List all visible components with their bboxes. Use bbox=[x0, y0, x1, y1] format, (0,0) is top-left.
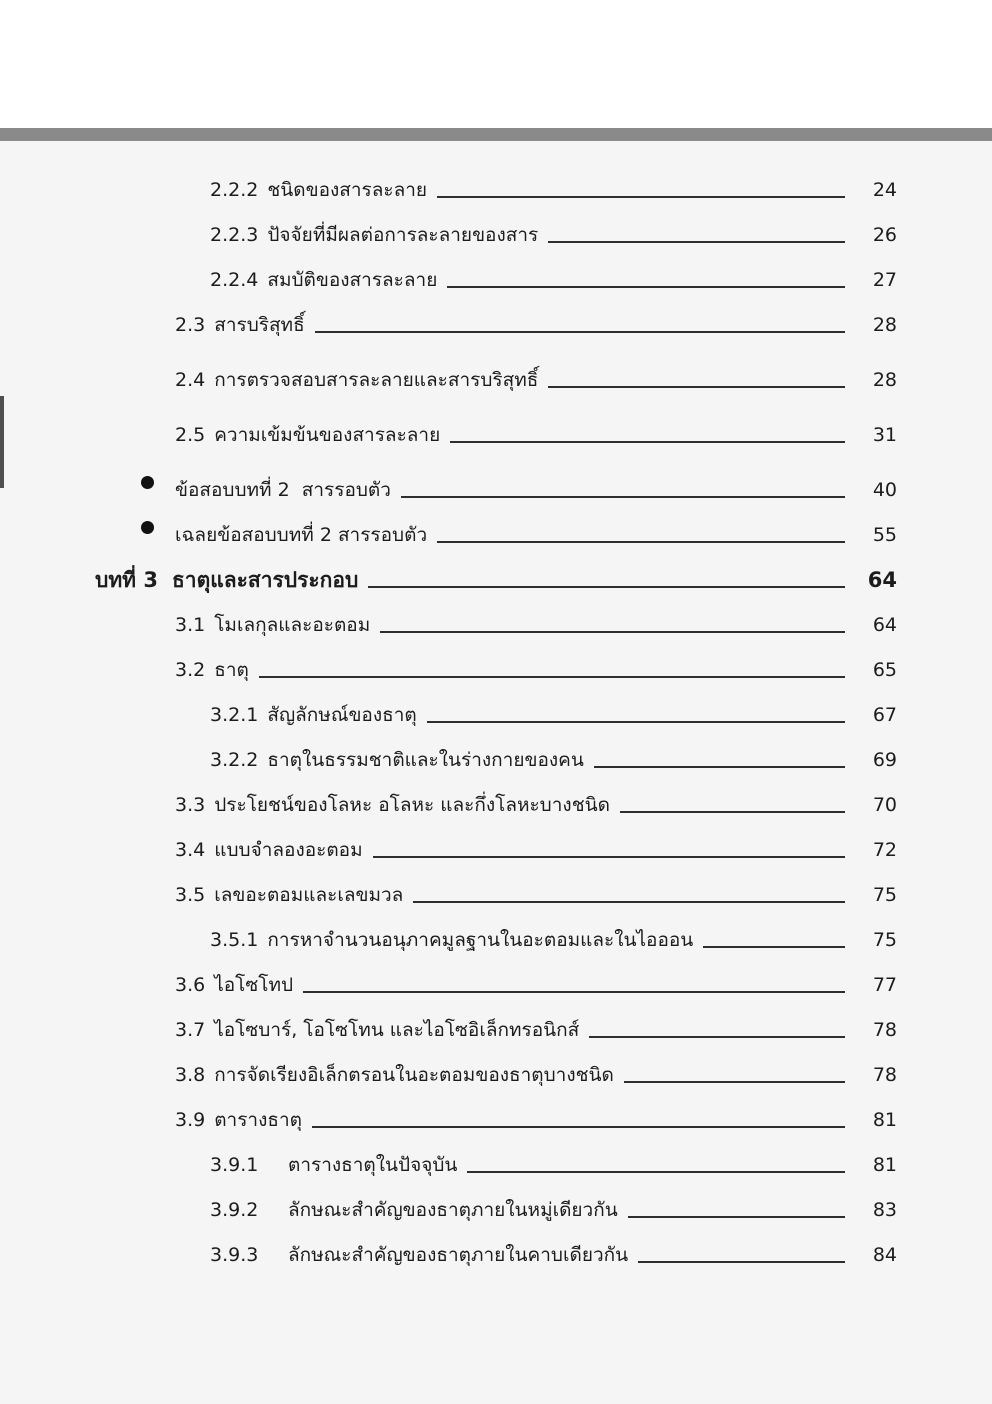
leader-line bbox=[437, 196, 845, 198]
leader-line bbox=[315, 331, 845, 333]
toc-entry-title: ไอโซโทป bbox=[214, 974, 294, 997]
toc-row bbox=[95, 503, 897, 548]
leader-line bbox=[450, 441, 845, 443]
toc-entry-page: 75 bbox=[872, 884, 897, 907]
toc-row bbox=[95, 548, 897, 593]
toc-entry-number: 2.4 bbox=[175, 369, 206, 392]
leader-line bbox=[312, 1126, 845, 1128]
toc-entry-page: 55 bbox=[872, 524, 897, 547]
toc-entry-number: 3.5.1 bbox=[210, 929, 259, 952]
toc-entry-number: 3.2.1 bbox=[210, 704, 259, 727]
toc-entry-number: 3.1 bbox=[175, 614, 206, 637]
toc-entry-title: ลักษณะสำคัญของธาตุภายในคาบเดียวกัน bbox=[288, 1244, 629, 1267]
leader-line bbox=[303, 991, 845, 993]
toc-row bbox=[95, 1178, 897, 1223]
toc-entry-title: ประโยชน์ของโลหะ อโลหะ และกึ่งโลหะบางชนิด bbox=[214, 794, 610, 817]
toc-entry-number: 3.9.3 bbox=[210, 1244, 259, 1267]
toc-entry-title: การหาจำนวนอนุภาคมูลฐานในอะตอมและในไอออน bbox=[267, 929, 694, 952]
bullet-wrap bbox=[141, 521, 175, 534]
toc-entry-page: 81 bbox=[872, 1154, 897, 1177]
leader-line bbox=[259, 676, 845, 678]
toc-entry-number: 2.5 bbox=[175, 424, 206, 447]
toc-entry-number: 3.8 bbox=[175, 1064, 206, 1087]
bullet-wrap bbox=[141, 476, 175, 489]
toc-entry-title: ธาตุในธรรมชาติและในร่างกายของคน bbox=[267, 749, 584, 772]
toc-row bbox=[95, 1043, 897, 1088]
bullet-icon bbox=[141, 476, 154, 489]
toc-entry-page: 27 bbox=[872, 269, 897, 292]
toc-entry-page: 65 bbox=[872, 659, 897, 682]
toc-row bbox=[95, 953, 897, 998]
toc-row bbox=[95, 1223, 897, 1268]
toc-entry-page: 78 bbox=[872, 1019, 897, 1042]
toc-entry-page: 28 bbox=[872, 369, 897, 392]
toc-entry-title: ลักษณะสำคัญของธาตุภายในหมู่เดียวกัน bbox=[288, 1199, 618, 1222]
toc-entry-page: 26 bbox=[872, 224, 897, 247]
leader-line bbox=[548, 241, 845, 243]
leader-line bbox=[589, 1036, 845, 1038]
toc-row bbox=[95, 863, 897, 908]
toc-entry-page: 78 bbox=[872, 1064, 897, 1087]
toc-entry-page: 40 bbox=[872, 479, 897, 502]
toc-row bbox=[95, 1133, 897, 1178]
toc-entry-number: 2.2.2 bbox=[210, 179, 259, 202]
leader-line bbox=[368, 586, 845, 588]
toc-entry-title: ชนิดของสารละลาย bbox=[267, 179, 428, 202]
leader-line bbox=[437, 541, 845, 543]
toc-row bbox=[95, 773, 897, 818]
toc-entry-page: 75 bbox=[872, 929, 897, 952]
toc-entry-number: 3.9 bbox=[175, 1109, 206, 1132]
leader-line bbox=[413, 901, 845, 903]
header-divider-bar bbox=[0, 128, 992, 141]
leader-line bbox=[703, 946, 845, 948]
toc-entry-title: ธาตุและสารประกอบ bbox=[171, 567, 359, 592]
toc-row bbox=[95, 998, 897, 1043]
toc-row bbox=[95, 203, 897, 248]
toc-entry-number: 3.2.2 bbox=[210, 749, 259, 772]
toc-entry-title: สมบัติของสารละลาย bbox=[267, 269, 438, 292]
bullet-icon bbox=[141, 521, 154, 534]
toc-entry-page: 64 bbox=[872, 614, 897, 637]
toc-entry-page: 77 bbox=[872, 974, 897, 997]
toc-entry-title: ตารางธาตุ bbox=[214, 1109, 302, 1132]
toc-entry-title: เฉลยข้อสอบบทที่ 2 สารรอบตัว bbox=[175, 524, 428, 547]
toc-entry-number: 3.4 bbox=[175, 839, 206, 862]
toc-entry-page: 24 bbox=[872, 179, 897, 202]
leader-line bbox=[638, 1261, 845, 1263]
toc-entry-title: ธาตุ bbox=[214, 659, 249, 682]
toc-entry-number: 2.3 bbox=[175, 314, 206, 337]
toc-entry-number: 2.2.4 bbox=[210, 269, 259, 292]
toc-entry-title: เลขอะตอมและเลขมวล bbox=[214, 884, 404, 907]
toc-entry-title: สารบริสุทธิ์ bbox=[214, 314, 305, 337]
toc-entry-title: การตรวจสอบสารละลายและสารบริสุทธิ์ bbox=[214, 369, 539, 392]
toc-entry-number: บทที่ 3 bbox=[95, 567, 158, 592]
toc-row bbox=[95, 293, 897, 338]
toc-entry-title: ความเข้มข้นของสารละลาย bbox=[214, 424, 441, 447]
toc-row bbox=[95, 458, 897, 503]
toc-entry-title: การจัดเรียงอิเล็กตรอนในอะตอมของธาตุบางชนิด bbox=[214, 1064, 614, 1087]
toc-entry-number: 3.5 bbox=[175, 884, 206, 907]
toc-row bbox=[95, 248, 897, 293]
toc-entry-title: ข้อสอบบทที่ 2 สารรอบตัว bbox=[175, 479, 391, 502]
toc-entry-page: 64 bbox=[867, 567, 897, 592]
toc-entry-page: 81 bbox=[872, 1109, 897, 1132]
toc-row bbox=[95, 638, 897, 683]
toc-entry-page: 70 bbox=[872, 794, 897, 817]
toc-row bbox=[95, 818, 897, 863]
leader-line bbox=[447, 286, 845, 288]
toc-entry-title: แบบจำลองอะตอม bbox=[214, 839, 363, 862]
leader-line bbox=[548, 386, 845, 388]
toc-row bbox=[95, 348, 897, 393]
toc-entry-number: 3.9.2 bbox=[210, 1199, 259, 1222]
page-top-margin bbox=[0, 0, 992, 128]
side-tab-marker bbox=[0, 396, 4, 488]
leader-line bbox=[401, 496, 845, 498]
toc-entry-title: ปัจจัยที่มีผลต่อการละลายของสาร bbox=[267, 224, 539, 247]
toc-entry-title: สัญลักษณ์ของธาตุ bbox=[267, 704, 417, 727]
toc-entry-page: 67 bbox=[872, 704, 897, 727]
toc-entry-page: 69 bbox=[872, 749, 897, 772]
toc-entry-number: 3.9.1 bbox=[210, 1154, 259, 1177]
toc-entry-page: 28 bbox=[872, 314, 897, 337]
toc-row bbox=[95, 593, 897, 638]
toc-entry-number: 2.2.3 bbox=[210, 224, 259, 247]
toc-entry-number: 3.2 bbox=[175, 659, 206, 682]
toc-row bbox=[95, 683, 897, 728]
leader-line bbox=[380, 631, 845, 633]
leader-line bbox=[628, 1216, 845, 1218]
toc-entry-page: 83 bbox=[872, 1199, 897, 1222]
leader-line bbox=[427, 721, 845, 723]
leader-line bbox=[373, 856, 845, 858]
leader-line bbox=[624, 1081, 845, 1083]
toc-row bbox=[95, 158, 897, 203]
leader-line bbox=[620, 811, 845, 813]
toc-entry-number: 3.3 bbox=[175, 794, 206, 817]
toc-entry-page: 31 bbox=[872, 424, 897, 447]
toc-entry-page: 84 bbox=[872, 1244, 897, 1267]
toc-entry-title: โมเลกุลและอะตอม bbox=[214, 614, 371, 637]
toc-entry-page: 72 bbox=[872, 839, 897, 862]
leader-line bbox=[594, 766, 845, 768]
toc-row bbox=[95, 1088, 897, 1133]
toc-row bbox=[95, 908, 897, 953]
toc-entry-title: ตารางธาตุในปัจจุบัน bbox=[288, 1154, 458, 1177]
toc-entry-number: 3.6 bbox=[175, 974, 206, 997]
leader-line bbox=[467, 1171, 845, 1173]
toc-row bbox=[95, 403, 897, 448]
toc-entry-number: 3.7 bbox=[175, 1019, 206, 1042]
toc-entry-title: ไอโซบาร์, โอโซโทน และไอโซอิเล็กทรอนิกส์ bbox=[214, 1019, 580, 1042]
toc-row bbox=[95, 728, 897, 773]
toc-list bbox=[95, 158, 897, 1268]
